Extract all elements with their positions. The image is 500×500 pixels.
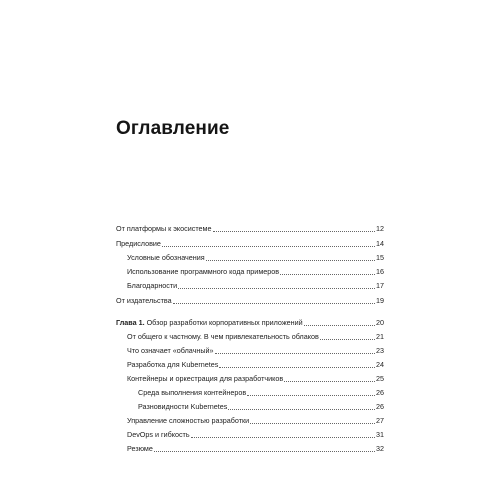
toc-leader-dots [304,324,375,326]
toc-entry-label: От издательства [116,296,172,305]
toc-leader-dots [247,394,375,396]
toc-leader-dots [206,259,375,261]
toc-entry-page: 17 [376,281,384,290]
toc-entry-label: DevOps и гибкость [127,430,190,439]
toc-leader-dots [228,408,375,410]
toc-entry-label: Среда выполнения контейнеров [138,388,247,397]
toc-leader-dots [320,338,375,340]
toc-entry-page: 16 [376,267,384,276]
toc-entry [127,253,384,263]
toc-entry-label: Резюме [127,444,153,453]
toc-entry [127,444,384,454]
toc-entry-page: 14 [376,239,384,248]
toc-entry [127,346,384,356]
toc-entry [138,388,384,398]
toc-entry [138,402,384,412]
toc-entry-label: Что означает «облачный» [127,346,214,355]
toc-entry [127,281,384,291]
toc-leader-dots [191,436,375,438]
toc-entry [127,416,384,426]
toc-leader-dots [162,245,375,247]
toc-entry-page: 32 [376,444,384,453]
page-title: Оглавление [116,118,230,139]
toc-entry-page: 26 [376,388,384,397]
toc-entry-label: Управление сложностью разработки [127,416,250,425]
toc-entry-label: Разновидности Kubernetes [138,402,228,411]
toc-entry-page: 21 [376,332,384,341]
toc-entry-label: Контейнеры и оркестрация для разработчиков [127,374,284,383]
toc-leader-dots [284,380,375,382]
toc-entry-label: Условные обозначения [127,253,205,262]
toc-entry [127,267,384,277]
toc-entry [127,360,384,370]
toc-leader-dots [173,302,375,304]
toc-entry-label: Предисловие [116,239,161,248]
toc-leader-dots [178,287,375,289]
toc-leader-dots [219,366,375,368]
toc-entry-page: 19 [376,296,384,305]
toc-entry-label: Использование программного кода примеров [127,267,280,276]
toc-entry-page: 31 [376,430,384,439]
toc-entry-label [116,318,303,328]
toc-entry-label: Благодарности [127,281,178,290]
toc-entry-page: 26 [376,402,384,411]
toc-entry-page: 27 [376,416,384,425]
toc-entry-page: 23 [376,346,384,355]
chapter-number: Глава 1. [116,318,145,327]
toc-leader-dots [154,450,375,452]
chapter-title: Обзор разработки корпоративных приложений [144,318,303,327]
toc-entry-label: Разработка для Kubernetes [127,360,219,369]
toc-entry [127,430,384,440]
toc-entry [116,239,384,249]
toc-leader-dots [215,352,375,354]
toc-entry-page: 24 [376,360,384,369]
toc-entry [116,224,384,234]
toc-entry-page: 15 [376,253,384,262]
toc-entry [127,374,384,384]
toc-entry-label: От общего к частному. В чем привлекательность облаков [127,332,319,341]
toc-entry [127,332,384,342]
toc-entry-page: 20 [376,318,384,327]
toc-leader-dots [213,230,376,232]
toc-leader-dots [280,273,375,275]
toc-entry-label: От платформы к экосистеме [116,224,212,233]
toc-entry-page: 25 [376,374,384,383]
toc-entry-page: 12 [376,224,384,233]
toc-entry [116,318,384,328]
toc-entry [116,296,384,306]
toc-leader-dots [250,422,375,424]
